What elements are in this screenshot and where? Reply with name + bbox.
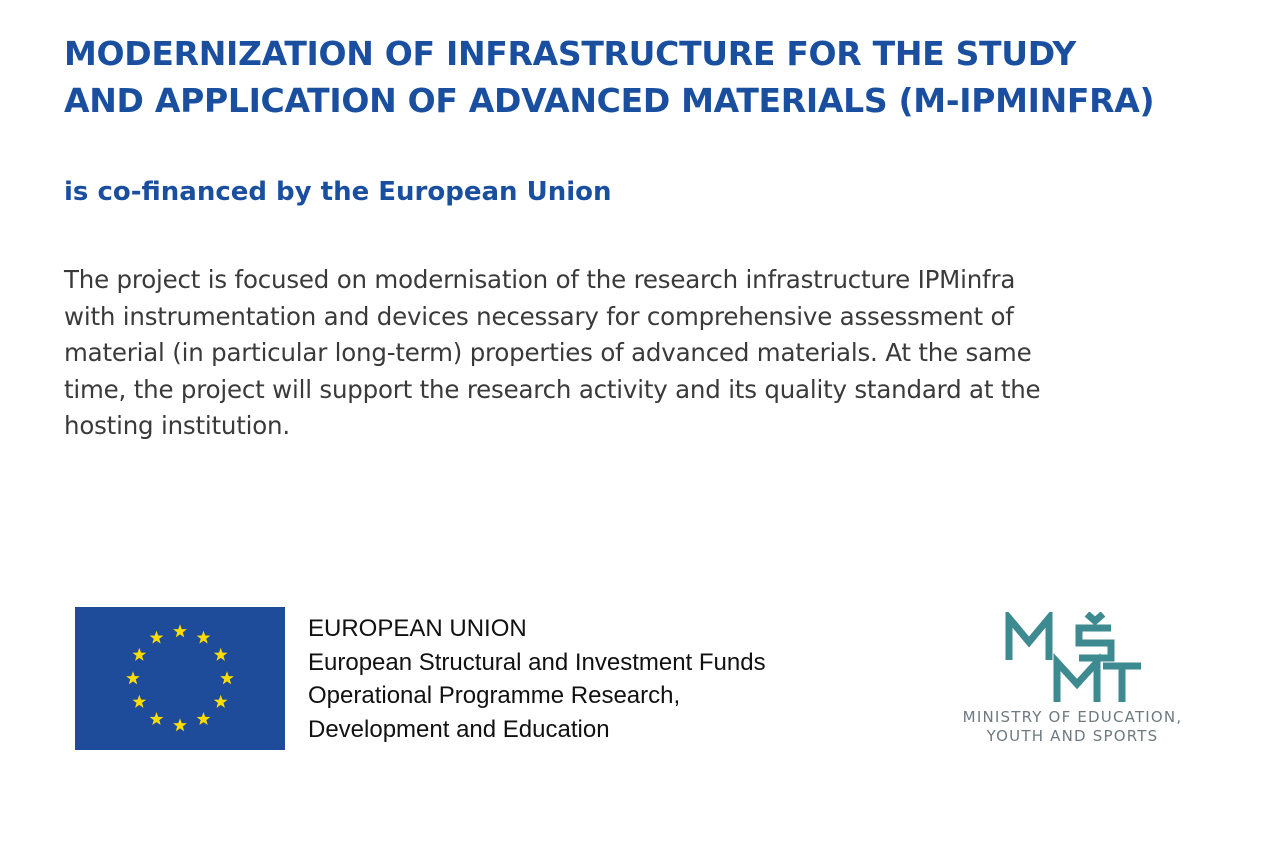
project-description (64, 262, 1204, 445)
eu-star-icon (132, 648, 146, 661)
eu-star-icon (197, 712, 211, 725)
title-line-2: AND APPLICATION OF ADVANCED MATERIALS (M-IPMINFRA) (64, 81, 1155, 120)
eu-text-line-4: Development and Education (308, 715, 610, 743)
eu-text-line-2: European Structural and Investment Funds (308, 648, 766, 676)
description-line-2: with instrumentation and devices necessary for comprehensive assessment of (64, 301, 1014, 331)
eu-text-line-3: Operational Programme Research, (308, 682, 681, 709)
page-title (64, 30, 1244, 124)
ministry-line-1: MINISTRY OF EDUCATION, (962, 708, 1183, 726)
eu-funding-text (308, 612, 766, 746)
cofinance-subtitle: is co-financed by the European Union (64, 177, 612, 207)
msmt-logo-icon (1003, 612, 1145, 704)
eu-star-icon (150, 631, 164, 644)
eu-star-icon (220, 671, 234, 684)
description-line-5: hosting institution. (64, 411, 290, 440)
eu-text-line-1: EUROPEAN UNION (308, 615, 527, 642)
title-line-1: MODERNIZATION OF INFRASTRUCTURE FOR THE STUDY (64, 34, 1077, 73)
eu-star-icon (214, 695, 228, 708)
eu-star-icon (126, 671, 140, 684)
eu-stars-ring (75, 607, 285, 750)
description-line-3: material (in particular long-term) properties of advanced materials. At the same (64, 338, 1032, 367)
eu-star-icon (173, 624, 187, 637)
eu-flag-icon (75, 607, 285, 750)
eu-star-icon (173, 718, 187, 731)
eu-star-icon (150, 712, 164, 725)
description-line-4: time, the project will support the research activity and its quality standard at the (64, 374, 1041, 404)
eu-star-icon (214, 648, 228, 661)
eu-star-icon (197, 631, 211, 644)
description-line-1: The project is focused on modernisation of the research infrastructure IPMinfra (64, 265, 1016, 294)
eu-star-icon (132, 695, 146, 708)
ministry-line-2: YOUTH AND SPORTS (986, 727, 1159, 745)
ministry-name (930, 708, 1215, 746)
